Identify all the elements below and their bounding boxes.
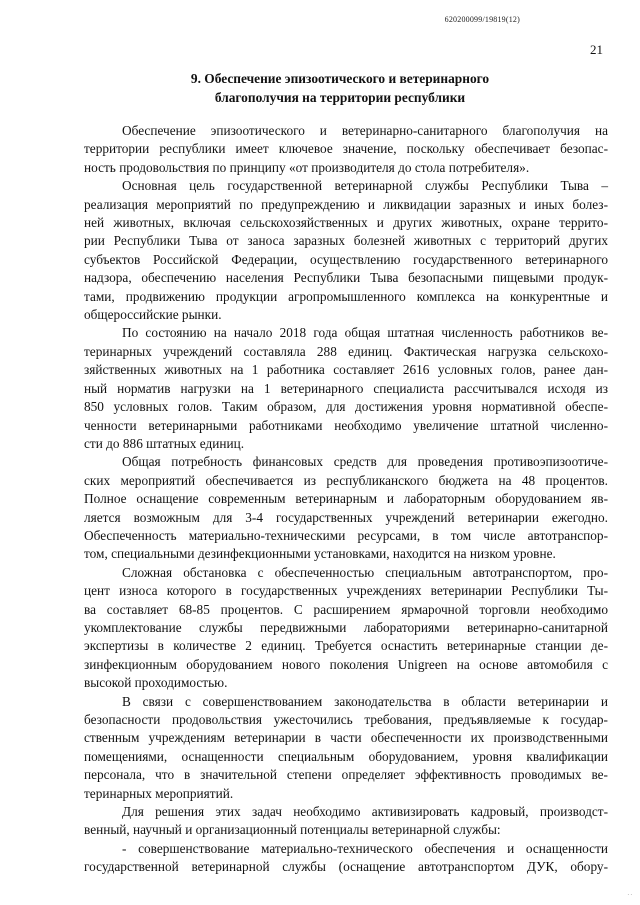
document-body [84,122,608,877]
corner-mark: . . [627,891,632,897]
paragraph-line: Основная цель государственной ветеринарной службы Республики Тыва – [122,178,608,194]
paragraph-line: субъектов Российской Федерации, осуществлению государственного ветеринарного [84,251,608,267]
page-number: 21 [590,42,603,57]
paragraph-line: надзора, обеспечению населения Республики Тыва безопасными пищевыми продук- [84,270,608,286]
paragraph-line: безопасности продовольствия ужесточились требования, предъявляемые к государ- [84,712,608,727]
paragraph-line: В связи с совершенствованием законодательства в области ветеринарии и [122,693,608,709]
paragraph-line: помещениями, оснащенности специальным оборудованием, уровня квалификации [84,748,608,764]
paragraph-line: ность продовольствия по принципу «от производителя до стола потребителя». [84,159,530,175]
paragraph-line: Общая потребность финансовых средств для проведения противоэпизоотиче- [122,454,608,470]
paragraph-5 [84,564,608,693]
paragraph-line: - совершенствование материально-технического обеспечения и оснащенности [122,840,608,856]
paragraph-line: экспертизы в количестве 2 единиц. Требуется оснастить ветеринарные станции де- [84,638,608,654]
paragraph-3 [84,324,608,453]
paragraph-8 [84,840,608,877]
section-title [80,69,600,107]
paragraph-line: теринарных мероприятий. [84,785,234,801]
paragraph-line: цент износа которого в государственных учреждениях ветеринарии Республики Ты- [84,583,608,599]
paragraph-line: реализация мероприятий по предупреждению и ликвидации заразных и иных болез- [84,196,608,212]
paragraph-line: персонала, что в значительной степени определяет эффективность проводимых ве- [84,767,608,783]
paragraph-7 [84,803,608,840]
section-title-line-2: благополучия на территории республики [214,90,466,105]
paragraph-line: государственной ветеринарной службы (оснащение автотранспортом ДУК, обору- [84,859,608,875]
paragraph-line: теринарных учреждений составляла 288 единиц. Фактическая нагрузка сельскохо- [84,343,608,359]
paragraph-line: ный норматив нагрузки на 1 ветеринарного специалиста рассчитывался исходя из [84,380,608,396]
paragraph-line: зяйственных животных на 1 работника составляет 2616 условных голов, ранее дан- [84,362,608,378]
paragraph-line: зинфекционным оборудованием нового поколения Unigreen на основе автомобиля с [84,656,608,672]
paragraph-line: ва составляет 68-85 процентов. С расширением ярмарочной торговли необходимо [84,601,608,617]
section-title-line-1: 9. Обеспечение эпизоотического и ветеринарного [190,71,490,86]
paragraph-1 [84,122,608,177]
paragraph-line: Сложная обстановка с обеспеченностью специальным автотранспортом, про- [122,564,608,580]
paragraph-line: 850 условных голов. Таким образом, для достижения уровня нормативной обеспе- [84,399,608,415]
paragraph-line: ней животных, включая сельскохозяйственных и других животных, охране террито- [84,215,608,231]
paragraph-line: По состоянию на начало 2018 года общая штатная численность работников ве- [122,325,608,341]
paragraph-line: ственным учреждениям ветеринарии в части обеспеченности их производственными [84,730,608,746]
paragraph-line: том, специальными дезинфекционными установками, находится на низком уровне. [84,546,556,562]
paragraph-line: ляется возможным для 3-4 государственных учреждений ветеринарии ежегодно. [84,509,608,525]
paragraph-line: общероссийские рынки. [84,307,222,323]
paragraph-line: укомплектование службы передвижными лабораториями ветеринарно-санитарной [84,619,608,635]
paragraph-line: Обеспеченность материально-техническими ресурсами, в том числе автотранспор- [84,527,608,543]
paragraph-line: Для решения этих задач необходимо активизировать кадровый, производст- [122,804,608,820]
paragraph-line: венный, научный и организационный потенциалы ветеринарной службы: [84,822,501,838]
paragraph-line: территории республики имеет ключевое значение, поскольку обеспечивает безопас- [84,141,608,157]
paragraph-line: рии Республики Тыва от заноса заразных болезней животных с территорий других [84,233,608,249]
paragraph-line: Полное оснащение современным ветеринарным и лабораторным оборудованием яв- [84,491,608,507]
paragraph-2 [84,177,608,324]
paragraph-6 [84,693,608,803]
paragraph-line: сти до 886 штатных единиц. [84,435,245,451]
paragraph-line: тами, продвижению продукции агропромышленного комплекса на конкурентные и [84,288,608,304]
paragraph-4 [84,453,608,563]
paragraph-line: ских мероприятий обеспечивается из республиканского бюджета на 48 процентов. [84,472,608,488]
paragraph-line: высокой проходимостью. [84,675,228,691]
paragraph-line: ченности ветеринарными работниками необходимо увеличение штатной численно- [84,417,608,433]
document-id: 620200099/19819(12) [444,15,520,24]
paragraph-line: Обеспечение эпизоотического и ветеринарно-санитарного благополучия на [122,123,608,138]
